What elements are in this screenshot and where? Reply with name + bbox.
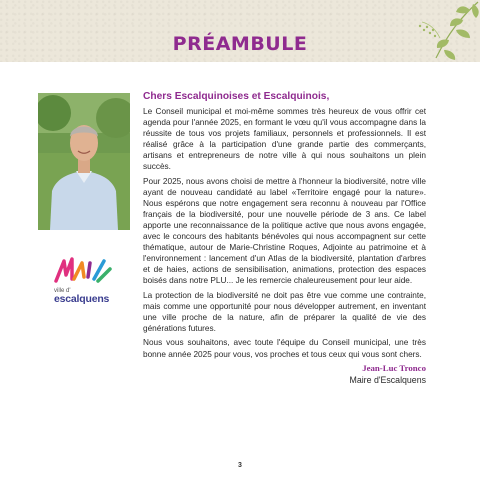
paragraph: Le Conseil municipal et moi-même sommes très heureux de vous offrir cet agenda pour l'année 2025, en formant le vœu qu'il vous accompagne dans la réussite de tous vos projets familiaux, personnels et professionnels. Il est réalisé grâce à la participation d'une grande partie des commerçants, artisans et entrepreneurs de notre ville à qui nous souhaitons un plein succès. (143, 107, 426, 172)
paragraph: Pour 2025, nous avons choisi de mettre à l'honneur la biodiversité, notre ville ayant de nouveau candidaté au label «Territoire engagé pour la nature». Nous espérons que notre engagement sera reconnu à nouveau par l'Office français de la biodiversité, pour une nouvelle période de 3 ans. Ce label apporte une reconnaissance de la politique active que nous avons engagée, avec le concours des habitants bénévoles qui nous accompagnent sur cette thématique, autour de Marie-Christine Roques, Adjointe au patrimoine et à l'environnement : lancement d'un Atlas de la biodiversité, plantation d'arbres et de haies, actions de sensibilisation, animations, protection des espaces boisés dans notre PLU... Je les remercie chaleureusement pour leur aide. (143, 176, 426, 286)
signature-name: Jean-Luc Tronco (362, 363, 426, 374)
paragraph: Nous vous souhaitons, avec toute l'équipe du Conseil municipal, une très bonne année 2025 pour vous, vos proches et tous ceux qui vous sont chers. (143, 338, 426, 359)
paragraph: La protection de la biodiversité ne doit pas être vue comme une contrainte, mais comme une opportunité pour nous développer autrement, en inventant une ville proche de la nature, afin de préparer la qualité de vie des générations futures. (143, 290, 426, 333)
mayor-portrait (38, 93, 130, 230)
letter-body (143, 91, 426, 386)
logo-text-town: escalquens (54, 293, 110, 305)
logo-text-small: ville d' (54, 288, 71, 294)
page-number: 3 (238, 462, 242, 469)
greeting: Chers Escalquinoises et Escalquinois, (143, 91, 330, 102)
page-title: PRÉAMBULE (172, 33, 308, 55)
signature-role: Maire d'Escalquens (349, 375, 426, 386)
